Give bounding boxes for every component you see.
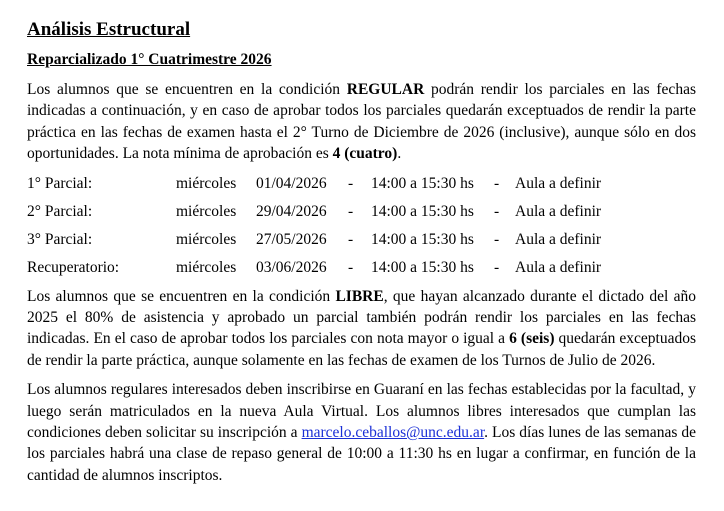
schedule-day: miércoles (176, 258, 237, 276)
schedule-row (27, 198, 696, 226)
schedule-time: 14:00 a 15:30 hs (371, 258, 474, 276)
paragraph-libre-end: quedarán exceptuados de rendir la parte práctica, aunque solamente en las fechas de examen de los Turnos de Julio de 2026. (27, 330, 696, 369)
schedule-separator: - (348, 230, 354, 248)
schedule-exam-name: 1° Parcial: (27, 174, 93, 192)
schedule-room: Aula a definir (515, 174, 602, 192)
paragraph-inscription (27, 379, 696, 486)
schedule-room: Aula a definir (515, 202, 602, 220)
schedule-separator: - (348, 202, 354, 220)
regular-min-grade: 4 (cuatro) (332, 145, 398, 163)
schedule-separator: - (348, 174, 354, 192)
paragraph-inscription-text-2: . Los días lunes de las semanas de los parciales habrá una clase de repaso general de 10:00 a 11:30 hs en lugar a confirmar, en función de la cantidad de alumnos inscriptos. (27, 424, 696, 484)
schedule-room: Aula a definir (515, 230, 602, 248)
schedule-exam-name: 2° Parcial: (27, 202, 93, 220)
document-subtitle: Reparcializado 1° Cuatrimestre 2026 (27, 51, 272, 68)
paragraph-libre-text-1: Los alumnos que se encuentren en la condición (27, 287, 336, 305)
paragraph-inscription-text-1: Los alumnos regulares interesados deben inscribirse en Guaraní en las fechas establecidas por la facultad, y luego serán matriculados en la nueva Aula Virtual. Los alumnos libres interesados que cumplan las condiciones deben solicitar su inscripción a (27, 381, 696, 442)
email-link[interactable]: marcelo.ceballos@unc.edu.ar (301, 424, 485, 442)
schedule-exam-name: Recuperatorio: (27, 258, 120, 276)
exam-schedule (27, 170, 696, 282)
schedule-day: miércoles (176, 202, 237, 220)
regular-keyword: REGULAR (346, 81, 425, 98)
libre-keyword: LIBRE (335, 287, 384, 305)
paragraph-regular-text-1: Los alumnos que se encuentren en la condición (27, 81, 347, 98)
schedule-separator: - (494, 230, 500, 248)
schedule-date: 29/04/2026 (256, 202, 327, 220)
schedule-separator: - (494, 202, 500, 220)
schedule-separator: - (494, 258, 500, 276)
schedule-room: Aula a definir (515, 258, 602, 276)
paragraph-regular (27, 79, 696, 165)
schedule-row (27, 254, 696, 282)
schedule-row (27, 226, 696, 254)
schedule-time: 14:00 a 15:30 hs (371, 174, 474, 192)
schedule-date: 01/04/2026 (256, 174, 327, 192)
paragraph-regular-end: . (397, 145, 402, 163)
schedule-exam-name: 3° Parcial: (27, 230, 93, 248)
paragraph-libre (27, 286, 696, 372)
schedule-day: miércoles (176, 174, 237, 192)
schedule-time: 14:00 a 15:30 hs (371, 230, 474, 248)
schedule-row (27, 170, 696, 198)
libre-min-grade: 6 (seis) (509, 330, 555, 348)
schedule-separator: - (348, 258, 354, 276)
schedule-separator: - (494, 174, 500, 192)
schedule-date: 27/05/2026 (256, 230, 327, 248)
schedule-time: 14:00 a 15:30 hs (371, 202, 474, 220)
document-title: Análisis Estructural (27, 19, 191, 40)
paragraph-regular-text-2: podrán rendir los parciales en las fechas indicadas a continuación, y en caso de aprobar todos los parciales quedarán exceptuados de rendir la parte práctica en las fechas de examen hasta el 2° Turno de Diciembre de 2026 (inclusive), aunque sólo en dos oportunidades. La nota mínima de aprobación es (27, 81, 696, 163)
schedule-day: miércoles (176, 230, 237, 248)
schedule-date: 03/06/2026 (256, 258, 327, 276)
paragraph-libre-text-2: , que hayan alcanzado durante el dictado del año 2025 el 80% de asistencia y aprobado un parcial también podrán rendir los parciales en las fechas indicadas. En el caso de aprobar todos los parciales con nota mayor o igual a (27, 287, 696, 348)
